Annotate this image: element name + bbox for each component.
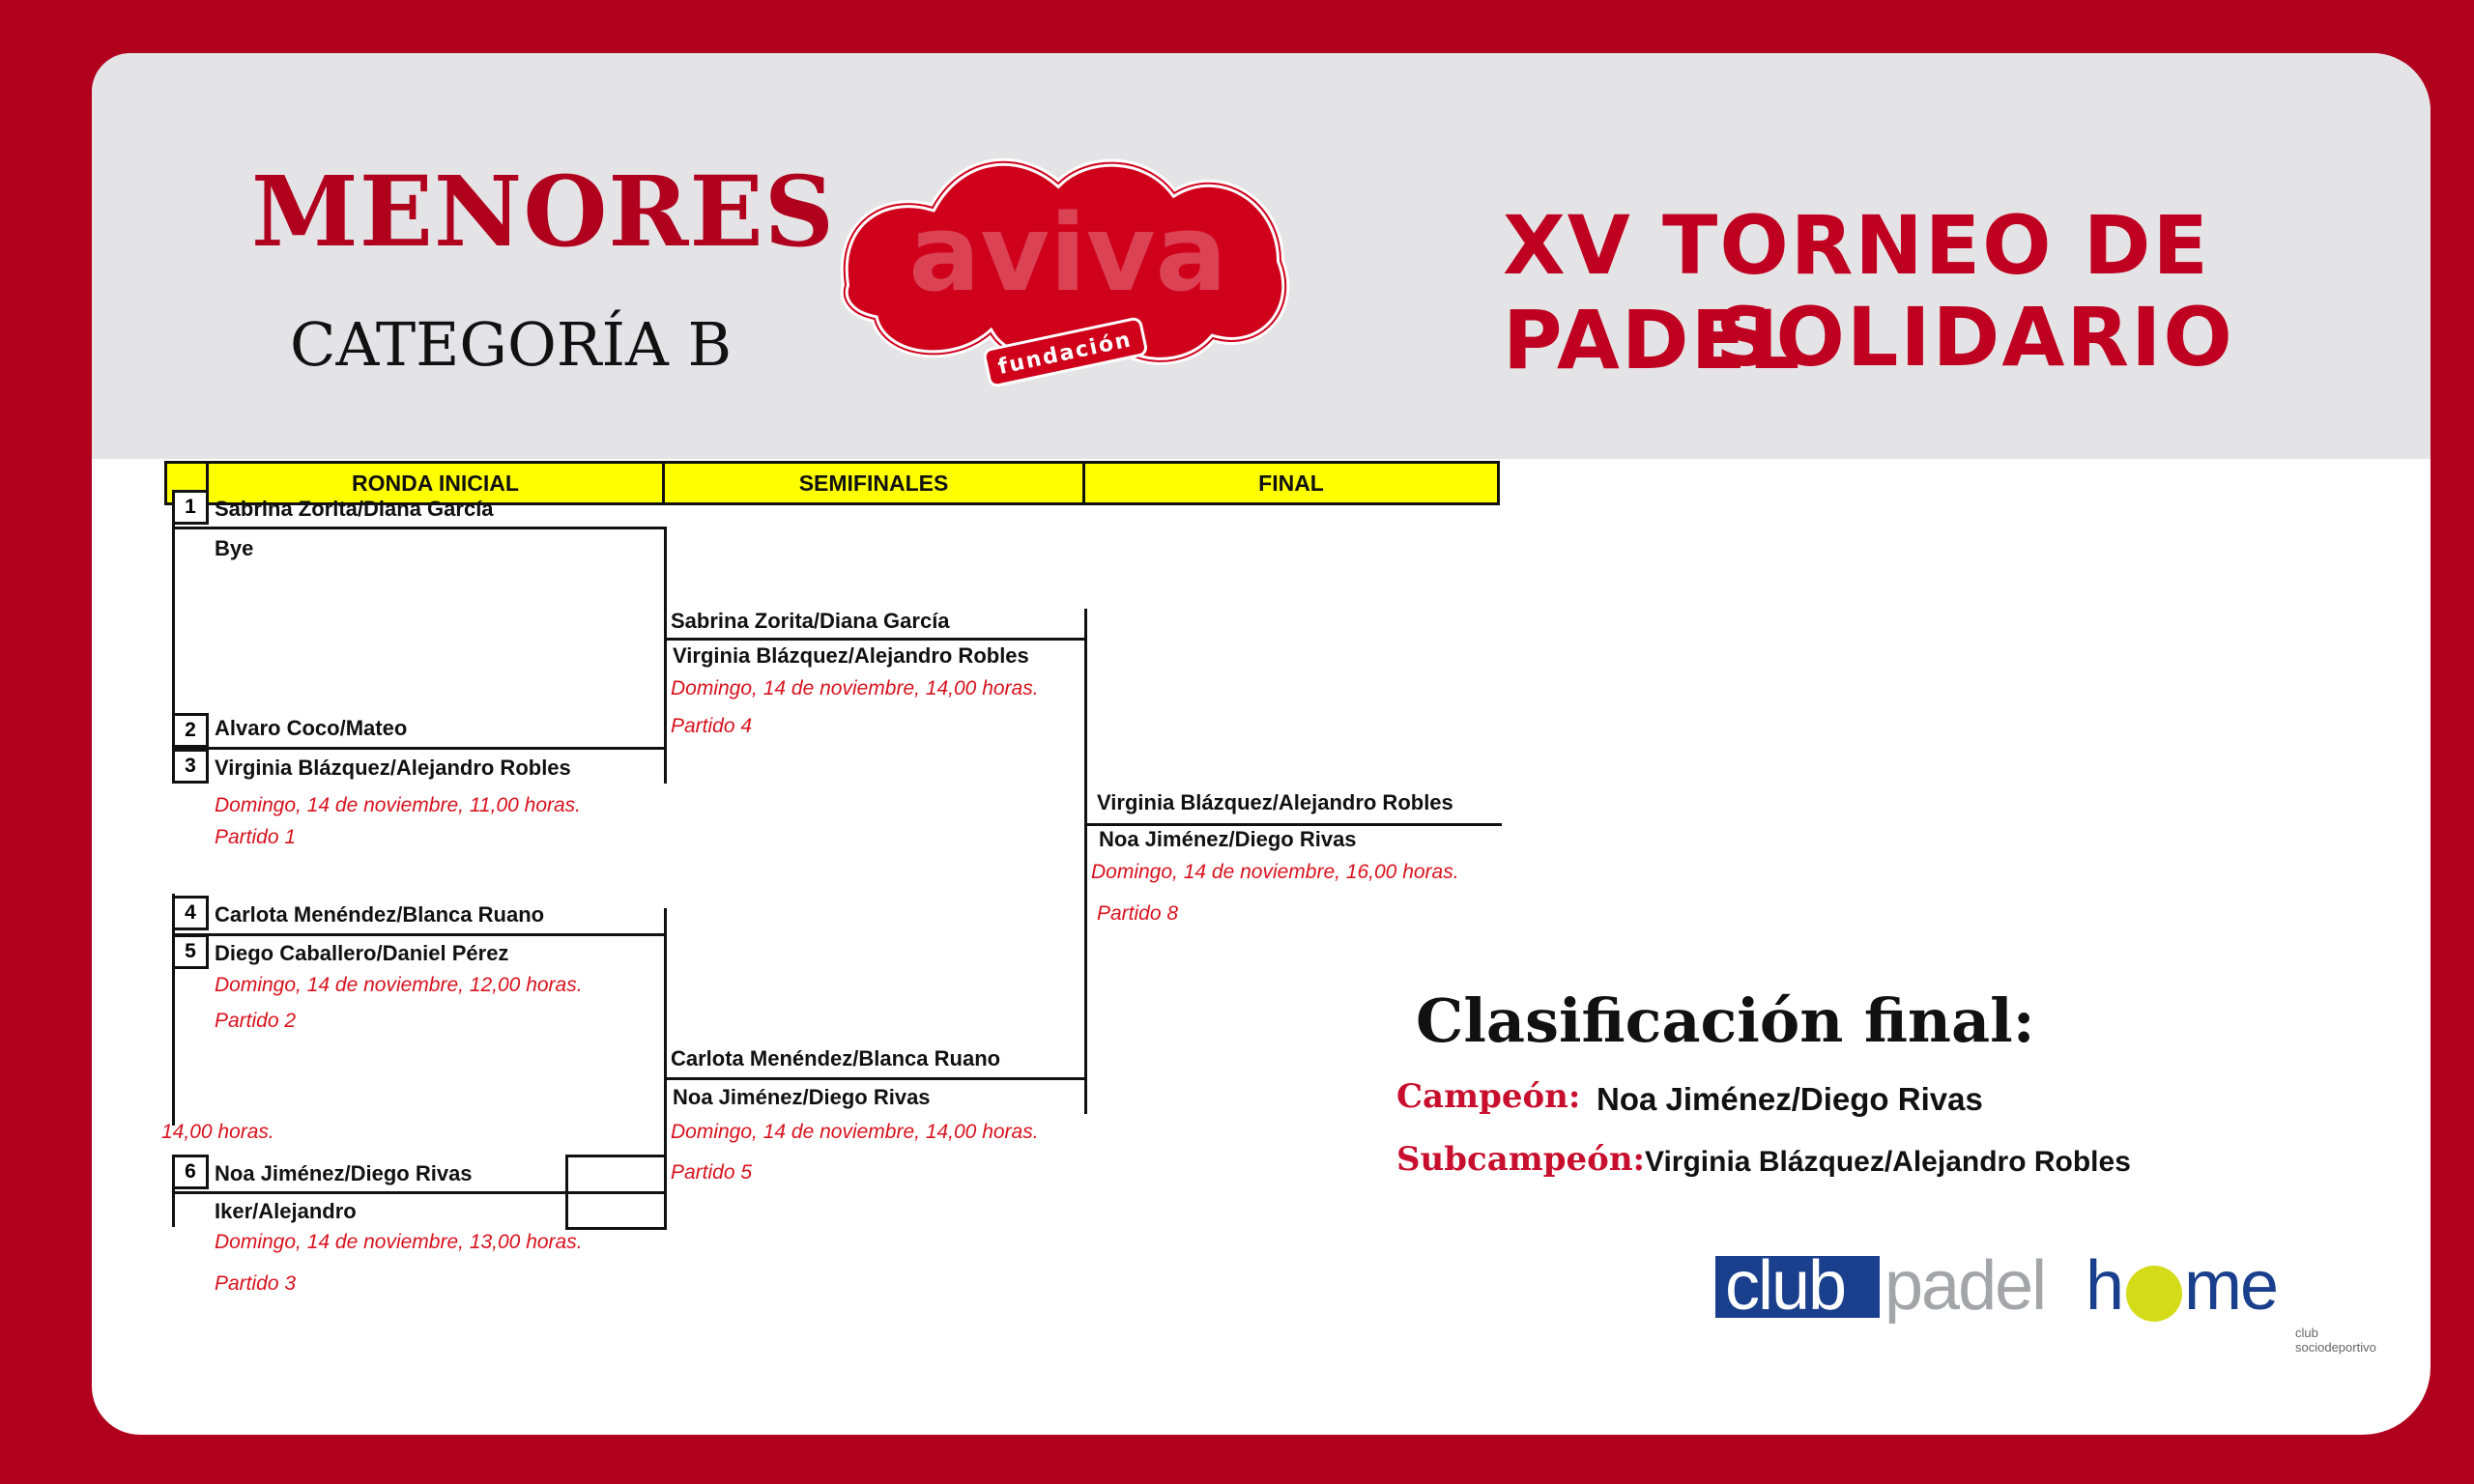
stray-time: 14,00 horas. — [161, 1121, 274, 1143]
team-name: Sabrina Zorita/Diana García — [671, 609, 950, 633]
team-name: Noa Jiménez/Diego Rivas — [673, 1085, 931, 1109]
team-name: Carlota Menéndez/Blanca Ruano — [671, 1046, 1001, 1070]
match-date: Domingo, 14 de noviembre, 12,00 horas. — [215, 974, 583, 996]
aviva-logo-text: aviva — [908, 191, 1227, 315]
aviva-logo-sub: fundación — [995, 328, 1135, 380]
match-date: Domingo, 14 de noviembre, 14,00 horas. — [671, 677, 1039, 699]
aviva-logo — [826, 116, 1309, 396]
team-name: Carlota Menéndez/Blanca Ruano — [215, 902, 545, 927]
team-name: Alvaro Coco/Mateo — [215, 716, 408, 740]
bracket-line — [664, 908, 667, 1169]
team-name: Diego Caballero/Daniel Pérez — [215, 941, 509, 965]
tennis-ball-icon — [2126, 1266, 2182, 1322]
seed-badge: 1 — [172, 490, 209, 525]
team-name: Sabrina Zorita/Diana García — [215, 497, 494, 521]
seed-badge: 3 — [172, 749, 209, 784]
match-label: Partido 8 — [1097, 902, 1179, 925]
club-logo-me: me — [2184, 1247, 2278, 1325]
torneo-title-line2: SOLIDARIO — [1715, 290, 2234, 385]
bracket-line — [1084, 609, 1087, 1097]
bracket-line — [1084, 1077, 1087, 1114]
match-label: Partido 2 — [215, 1010, 297, 1032]
bracket-line — [664, 638, 1087, 641]
match-date: Domingo, 14 de noviembre, 14,00 horas. — [671, 1121, 1039, 1143]
title-categoria: CATEGORÍA B — [290, 309, 733, 380]
match-date: Domingo, 14 de noviembre, 11,00 horas. — [215, 794, 582, 816]
team-name: Bye — [215, 536, 254, 560]
bracket-line — [172, 527, 667, 529]
bracket-line — [1084, 823, 1502, 826]
club-logo-sub: club sociodeportivo — [2295, 1326, 2376, 1355]
club-logo-club: club — [1725, 1247, 1846, 1325]
bracket-box — [565, 1155, 667, 1230]
clasificacion-title: Clasificación final: — [1416, 985, 2035, 1056]
seed-badge: 2 — [172, 713, 209, 748]
seed-badge: 6 — [172, 1155, 209, 1189]
team-name: Noa Jiménez/Diego Rivas — [215, 1161, 473, 1185]
bracket-line — [172, 933, 667, 936]
column-header-ronda-inicial: RONDA INICIAL — [206, 461, 665, 505]
match-date: Domingo, 14 de noviembre, 13,00 horas. — [215, 1231, 583, 1253]
poster-paper — [92, 53, 2431, 1435]
title-menores: MENORES — [251, 155, 835, 269]
match-label: Partido 1 — [215, 826, 297, 848]
bracket-line — [664, 1077, 1087, 1080]
bracket-line — [664, 527, 667, 778]
club-logo-h: h — [2086, 1247, 2123, 1325]
column-header-semifinales: SEMIFINALES — [662, 461, 1085, 505]
subcampeon-label: Subcampeón: — [1396, 1140, 1646, 1179]
match-date: Domingo, 14 de noviembre, 16,00 horas. — [1091, 861, 1459, 883]
bracket-line — [172, 747, 667, 750]
team-name: Noa Jiménez/Diego Rivas — [1099, 827, 1357, 851]
campeon-label: Campeón: — [1396, 1077, 1581, 1116]
campeon-value: Noa Jiménez/Diego Rivas — [1597, 1081, 1983, 1117]
match-label: Partido 4 — [671, 715, 753, 737]
torneo-title-line1: XV TORNEO DE PADEL — [1503, 198, 2210, 387]
subcampeon-value: Virginia Blázquez/Alejandro Robles — [1645, 1146, 2131, 1178]
column-header-final: FINAL — [1082, 461, 1500, 505]
team-name: Virginia Blázquez/Alejandro Robles — [1097, 790, 1453, 814]
seed-badge: 5 — [172, 934, 209, 969]
bracket-line — [664, 747, 667, 784]
seed-badge: 4 — [172, 896, 209, 930]
match-label: Partido 5 — [671, 1161, 753, 1184]
club-padel-home-logo — [1715, 1246, 2392, 1353]
club-logo-padel: padel — [1884, 1247, 2046, 1325]
team-name: Virginia Blázquez/Alejandro Robles — [673, 643, 1029, 668]
match-label: Partido 3 — [215, 1272, 297, 1295]
team-name: Iker/Alejandro — [215, 1199, 357, 1223]
team-name: Virginia Blázquez/Alejandro Robles — [215, 756, 571, 780]
